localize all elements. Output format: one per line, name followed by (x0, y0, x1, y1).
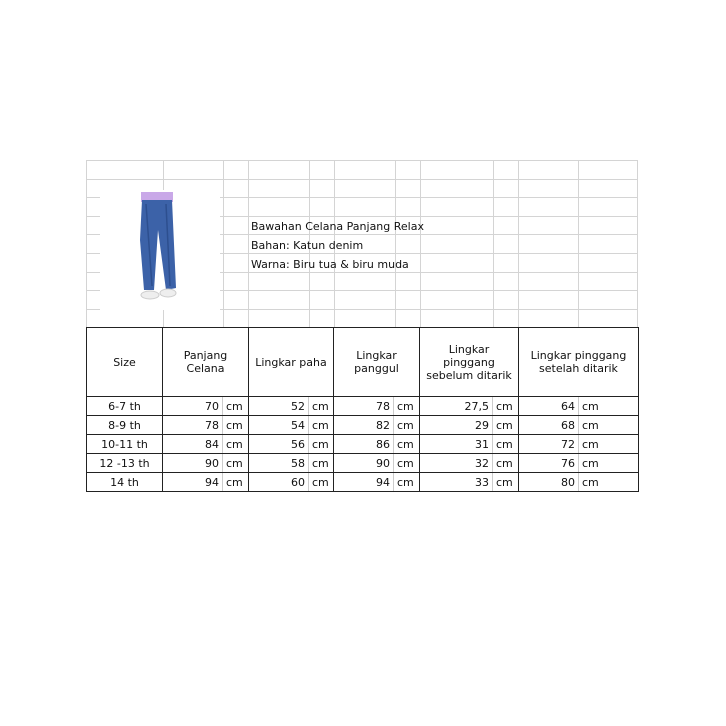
value-cell: 70 (163, 397, 223, 416)
unit-cell: cm (493, 416, 519, 435)
unit-cell: cm (394, 416, 420, 435)
grid-line (86, 179, 638, 180)
size-cell: 6-7 th (87, 397, 163, 416)
grid-line (637, 160, 638, 327)
value-cell: 60 (249, 473, 309, 492)
unit-cell: cm (394, 454, 420, 473)
unit-cell: cm (309, 454, 334, 473)
value-cell: 32 (420, 454, 493, 473)
unit-cell: cm (309, 473, 334, 492)
size-cell: 10-11 th (87, 435, 163, 454)
column-header: Lingkar pinggang setelah ditarik (519, 328, 639, 397)
unit-cell: cm (579, 397, 639, 416)
unit-cell: cm (493, 454, 519, 473)
value-cell: 90 (334, 454, 394, 473)
column-header: Panjang Celana (163, 328, 249, 397)
grid-line (578, 160, 579, 327)
grid-line (86, 160, 638, 161)
size-cell: 12 -13 th (87, 454, 163, 473)
value-cell: 33 (420, 473, 493, 492)
grid-line (518, 160, 519, 327)
value-cell: 76 (519, 454, 579, 473)
unit-cell: cm (579, 435, 639, 454)
column-header: Lingkar panggul (334, 328, 420, 397)
grid-line (420, 160, 421, 327)
unit-cell: cm (394, 473, 420, 492)
value-cell: 54 (249, 416, 309, 435)
value-cell: 52 (249, 397, 309, 416)
unit-cell: cm (223, 416, 249, 435)
value-cell: 64 (519, 397, 579, 416)
unit-cell: cm (309, 397, 334, 416)
product-material: Bahan: Katun denim (251, 239, 364, 252)
unit-cell: cm (579, 454, 639, 473)
value-cell: 31 (420, 435, 493, 454)
unit-cell: cm (223, 454, 249, 473)
unit-cell: cm (223, 397, 249, 416)
value-cell: 90 (163, 454, 223, 473)
grid-line (86, 160, 87, 327)
column-header: Size (87, 328, 163, 397)
column-header: Lingkar paha (249, 328, 334, 397)
unit-cell: cm (394, 397, 420, 416)
value-cell: 84 (163, 435, 223, 454)
size-cell: 14 th (87, 473, 163, 492)
unit-cell: cm (493, 435, 519, 454)
grid-line (395, 160, 396, 327)
size-chart-table (86, 327, 639, 492)
value-cell: 78 (163, 416, 223, 435)
value-cell: 86 (334, 435, 394, 454)
grid-line (248, 160, 249, 327)
value-cell: 78 (334, 397, 394, 416)
table-row (87, 435, 639, 454)
grid-line (493, 160, 494, 327)
unit-cell: cm (223, 435, 249, 454)
unit-cell: cm (579, 416, 639, 435)
unit-cell: cm (493, 473, 519, 492)
value-cell: 27,5 (420, 397, 493, 416)
size-cell: 8-9 th (87, 416, 163, 435)
unit-cell: cm (223, 473, 249, 492)
value-cell: 94 (163, 473, 223, 492)
value-cell: 82 (334, 416, 394, 435)
unit-cell: cm (309, 435, 334, 454)
table-row (87, 473, 639, 492)
value-cell: 72 (519, 435, 579, 454)
product-image (100, 190, 220, 310)
unit-cell: cm (493, 397, 519, 416)
value-cell: 56 (249, 435, 309, 454)
table-row (87, 454, 639, 473)
product-color: Warna: Biru tua & biru muda (251, 258, 409, 271)
unit-cell: cm (579, 473, 639, 492)
value-cell: 94 (334, 473, 394, 492)
product-title: Bawahan Celana Panjang Relax (251, 220, 424, 233)
grid-line (223, 160, 224, 327)
value-cell: 80 (519, 473, 579, 492)
column-header: Lingkar pinggang sebelum ditarik (420, 328, 519, 397)
table-row (87, 397, 639, 416)
denim-pants-icon (100, 190, 220, 310)
value-cell: 58 (249, 454, 309, 473)
table-row (87, 416, 639, 435)
value-cell: 29 (420, 416, 493, 435)
unit-cell: cm (309, 416, 334, 435)
unit-cell: cm (394, 435, 420, 454)
value-cell: 68 (519, 416, 579, 435)
